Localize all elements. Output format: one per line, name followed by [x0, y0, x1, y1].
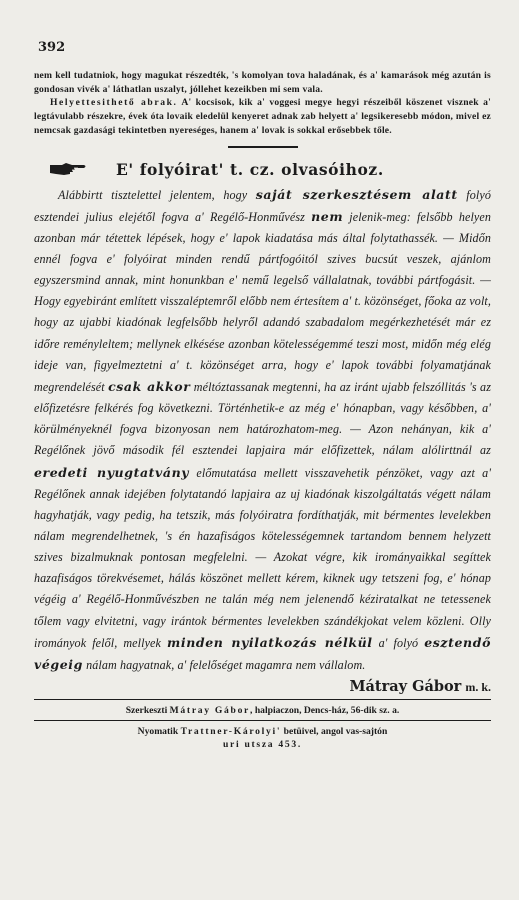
editor-name: Mátray Gábor: [169, 705, 251, 717]
notice-text: a' folyó: [372, 635, 425, 650]
notice-text: jelenik-meg: felsőbb helyen azonban már tétettek lépések, hogy e' lapok kiadatása más által folytathassék. — Midőn ennél fogva e' folyóirat minden rendű pártfogóitól szives bucsút veszek, ajánlom egyszersmind annak, mint honunkban e' nemű legelső vállalatnak, további pártfogásit. — Hogy egyebiránt említett visszaléptemről előbb nem értesítem a' t. közönséget, főoka az volt, hogy az ujabbi kiadónak legfelsőbb helyről adandó szabadalom megérkezhetését már ez időre reményleltem; mellynek elkésése azonban kötelességemmé teszi most, midőn még elég ideje van, figyelmeztetni a' t. közönséget arra, hogy e' lapok további folyamatjának megrendelését: [34, 209, 491, 394]
emphasis-text: saját szerkesztésem alatt: [255, 186, 458, 202]
notice-body: [34, 184, 491, 677]
emphasis-text: csak akkor: [108, 378, 191, 394]
signature-name: Mátray Gábor: [349, 678, 462, 696]
intro-paragraph: nem kell tudatniok, hogy magukat részedték, 's komolyan tova haladának, és a' kamarások még azután is gondosan vivék a' láthatlan uszalyt, jóllehet kezeikben mi sem vala.: [34, 70, 491, 95]
pointing-hand-icon: [48, 161, 88, 177]
notice-text: folyó esztendei julius elejétől fogva a' Regélő-Honművész: [34, 187, 491, 224]
notice-text: nálam hagyatnak, a' felelőséget magamra nem vállalom.: [83, 657, 366, 672]
notice-text: méltóztassanak megtenni, ha az iránt ujabb felszóllitás 's az előfizetésre felkérés fog következni. Történhetik-e az még e' hónapban, vagy későbben, a' körülményeknél fogva bizonyosan nem határozhatom-meg. — Azon nehányan, kik a' Regélőnek jövő második fél esztendei lapjaira már előfizettek, nálam alólirttnál az: [34, 379, 492, 458]
section-divider: [228, 146, 298, 148]
notice-text: Alábbirtt tisztelettel jelentem, hogy: [58, 187, 256, 202]
editor-line: Szerkeszti Mátray Gábor, halpiaczon, Dencs-ház, 56-dik sz. a.: [125, 705, 400, 717]
imprint-line: Nyomatik Trattner-Károlyi' betüivel, angol vas-sajtón: [137, 726, 388, 738]
emphasis-text: nem: [311, 208, 344, 224]
footer-rule-2: [34, 720, 491, 721]
emphasis-text: eredeti nyugtatvány: [34, 464, 190, 480]
notice-heading: [48, 160, 491, 179]
abrak-text: A' kocsisok, kik a' voggesi megye hegyi részeiből köszenet visznek a' legtávulabb részekre, évek óta lovaik eledelül kenyeret adnak zab helyett a' legsikeresebb módon, mivel ez nemcsak gazdasági tekintetben nyereséges, hanem a' lovak is sokkal erősebbek tőle.: [34, 97, 491, 136]
footer-rule: [34, 699, 491, 700]
abrak-paragraph: [34, 96, 491, 137]
signature-suffix: m. k.: [465, 680, 491, 695]
abrak-lead: Helyettesithető abrak.: [50, 97, 178, 109]
printer-name: Trattner-Károlyi': [180, 726, 282, 738]
emphasis-text: esztendő végeig: [34, 634, 492, 672]
heading-text: E' folyóirat' t. cz. olvasóihoz.: [116, 159, 384, 179]
emphasis-text: minden nyilatkozás nélkül: [167, 634, 373, 650]
signature: [34, 678, 491, 695]
page-number: 392: [38, 40, 66, 55]
notice-text: előmutatása mellett visszavehetik pénzöket, vagy azt a' Regélőnek annak idejében folytatandó lapjaira az uj kiadónak kiszolgáltatás végett nálam hagyhatják, vagy pedig, ha tetszik, más folyóiratra fordíthatják, mit bérmentes levelekben nálam megrendelhetnek, 's én hazafiságos kötelességemnek tartandom bennem helyzett szives bizalmuknak pontosan megfelelni. — Azokat végre, kik irományaikkal segíttek hazafiságos törekvésemet, hálás köszönet mellett kérem, kiknek ugy tetszeni fog, e' hónap végéig a' Regélő-Honművészben ne talán még nem jelenendő kéziratalkat ne tetessenek tőlem vagy elvitetni, vagy irántok bérmentes levelekben szándékjokat velem közleni. Olly irományok felől, mellyek: [34, 465, 492, 650]
imprint-address: uri utsza 453.: [223, 739, 302, 751]
